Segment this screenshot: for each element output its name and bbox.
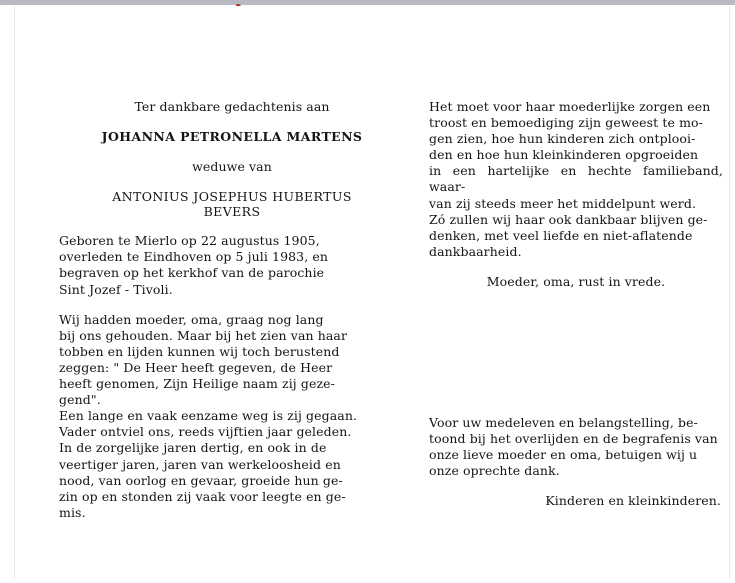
farewell-line: Moeder, oma, rust in vrede. — [486, 273, 666, 289]
top-border — [0, 0, 735, 5]
memory-paragraph-1: Wij hadden moeder, oma, graag nog lang bij ons gehouden. Maar bij het zien van haar tobben en lijden kunnen wij toch berustend zeggen: " De Heer heeft gegeven, de Heer heeft genomen, Zijn Heilige naam zij geze- gend". — [59, 311, 348, 408]
left-column — [59, 99, 405, 521]
memory-paragraph-2: Een lange en vaak eenzame weg is zij gegaan. Vader ontviel ons, reeds vijftien jaar geleden. In de zorgelijke jaren dertig, en ook in de veertiger jaren, jaren van werkeloosheid en nood, van oorlog en gevaar, groeide hun ge- zin op en stonden zij vaak voor leegte en ge- mis. — [59, 408, 358, 520]
dedication-line: Ter dankbare gedachtenis aan — [134, 99, 330, 114]
right-column — [429, 99, 723, 510]
thanks-paragraph: Voor uw medeleven en belangstelling, be- toond bij het overlijden en de begrafenis van onze lieve moeder en oma, betuigen wij u onze oprechte dank. — [429, 415, 718, 479]
birth-death-paragraph: Geboren te Mierlo op 22 augustus 1905, overleden te Eindhoven op 5 juli 1983, en begraven op het kerkhof van de parochie Sint Jozef - Tivoli. — [59, 233, 329, 297]
memorial-card — [14, 6, 730, 578]
spouse-name: ANTONIUS JOSEPHUS HUBERTUS BEVERS — [112, 189, 352, 220]
deceased-name: JOHANNA PETRONELLA MARTENS — [101, 129, 363, 145]
reflection-paragraph: Het moet voor haar moederlijke zorgen een troost en bemoediging zijn geweest te mo- gen zien, hoe hun kinderen zich ontplooi- den en hoe hun kleinkinderen opgroeiden in een hartelijke en hechte familieband, waar- van zij steeds meer het middelpunt werd. Zó zullen wij haar ook dankbaar blijven ge- denken, met veel liefde en niet-aflatende dankbaarheid. — [429, 99, 723, 259]
relation-line: weduwe van — [192, 159, 272, 175]
signature-line: Kinderen en kleinkinderen. — [545, 493, 721, 509]
